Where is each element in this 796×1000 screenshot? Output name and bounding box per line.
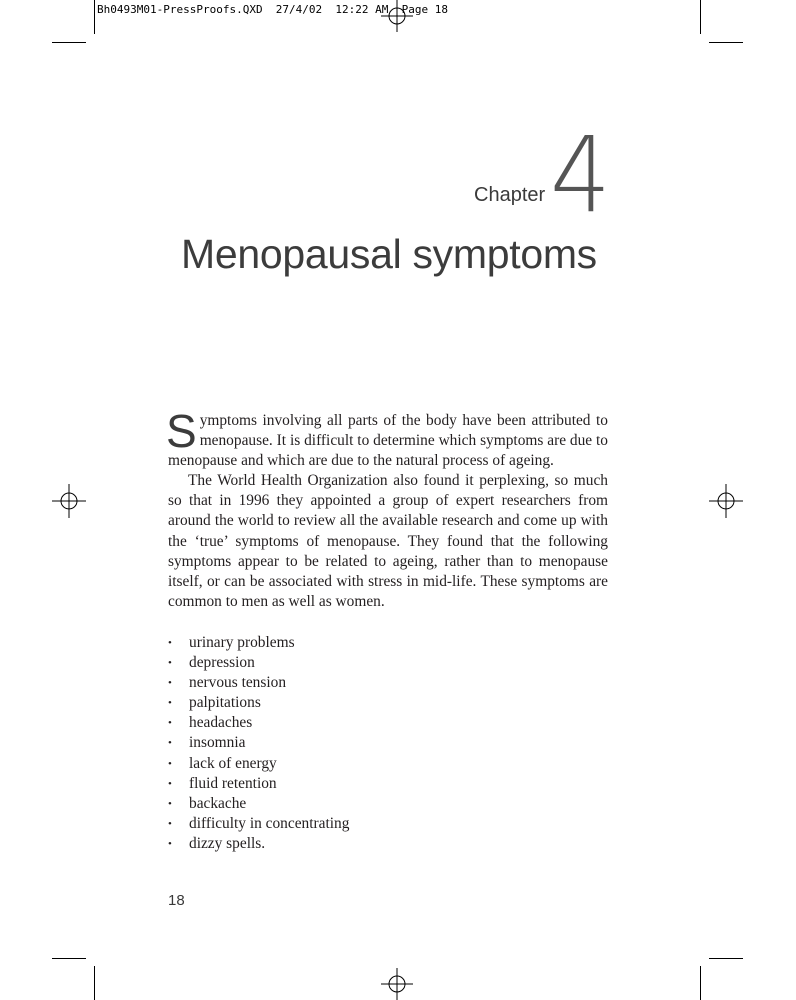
list-item: • urinary problems <box>168 633 349 653</box>
registration-mark-left-icon <box>52 484 86 518</box>
bullet-icon: • <box>168 757 172 770</box>
bullet-icon: • <box>168 717 172 730</box>
list-item: • difficulty in concentrating <box>168 814 349 834</box>
registration-mark-right-icon <box>709 484 743 518</box>
bullet-icon: • <box>168 677 172 690</box>
list-item: • fluid retention <box>168 774 349 794</box>
list-item: • lack of energy <box>168 754 349 774</box>
body-text <box>166 405 608 612</box>
list-item: • nervous tension <box>168 673 349 693</box>
bullet-icon: • <box>168 697 172 710</box>
list-item: • insomnia <box>168 733 349 753</box>
list-item: • palpitations <box>168 693 349 713</box>
bullet-icon: • <box>168 637 172 649</box>
bullet-icon: • <box>168 657 172 670</box>
list-item: • backache <box>168 794 349 814</box>
paragraph-2: The World Health Organization also found it perplexing, so much so that in 1996 they appointed a group of expert researchers from around the world to review all the available research and come up with the ‘true’ symptoms of menopause. They found that the following symptoms appear to be related to ageing, rather than to menopause itself, or can be associated with stress in mid-life. These symptoms are common to men as well as women. <box>168 472 608 610</box>
paragraph-1 <box>166 405 608 471</box>
bullet-icon: • <box>168 737 172 750</box>
print-slug-line: Bh0493M01-PressProofs.QXD 27/4/02 12:22 AM Page 18 <box>97 3 448 16</box>
bullet-icon: • <box>168 797 172 810</box>
symptom-list <box>168 633 349 854</box>
bullet-icon: • <box>168 817 172 830</box>
crop-mark-bottom-left-vertical <box>94 966 95 1000</box>
crop-mark-bottom-left-horizontal <box>52 958 86 959</box>
crop-mark-top-right-horizontal <box>709 42 743 43</box>
paragraph-1-text: ymptoms involving all parts of the body have been attributed to menopause. It is difficult to determine which symptoms are due to menopause and which are due to the natural process of ageing. <box>168 412 608 470</box>
page-number: 18 <box>168 892 185 909</box>
crop-mark-top-left-vertical <box>94 0 95 34</box>
drop-cap: S <box>166 405 197 457</box>
crop-mark-top-left-horizontal <box>52 42 86 43</box>
crop-mark-bottom-right-horizontal <box>709 958 743 959</box>
list-item: • depression <box>168 653 349 673</box>
chapter-number: 4 <box>550 114 611 236</box>
crop-mark-bottom-right-vertical <box>700 966 701 1000</box>
chapter-title: Menopausal symptoms <box>181 231 597 277</box>
bullet-icon: • <box>168 777 172 790</box>
chapter-label: Chapter <box>474 184 546 206</box>
bullet-icon: • <box>168 837 172 850</box>
registration-mark-bottom-icon <box>381 968 413 1000</box>
list-item: • headaches <box>168 713 349 733</box>
registration-mark-top-icon <box>381 0 413 32</box>
crop-mark-top-right-vertical <box>700 0 701 34</box>
list-item: • dizzy spells. <box>168 834 349 854</box>
